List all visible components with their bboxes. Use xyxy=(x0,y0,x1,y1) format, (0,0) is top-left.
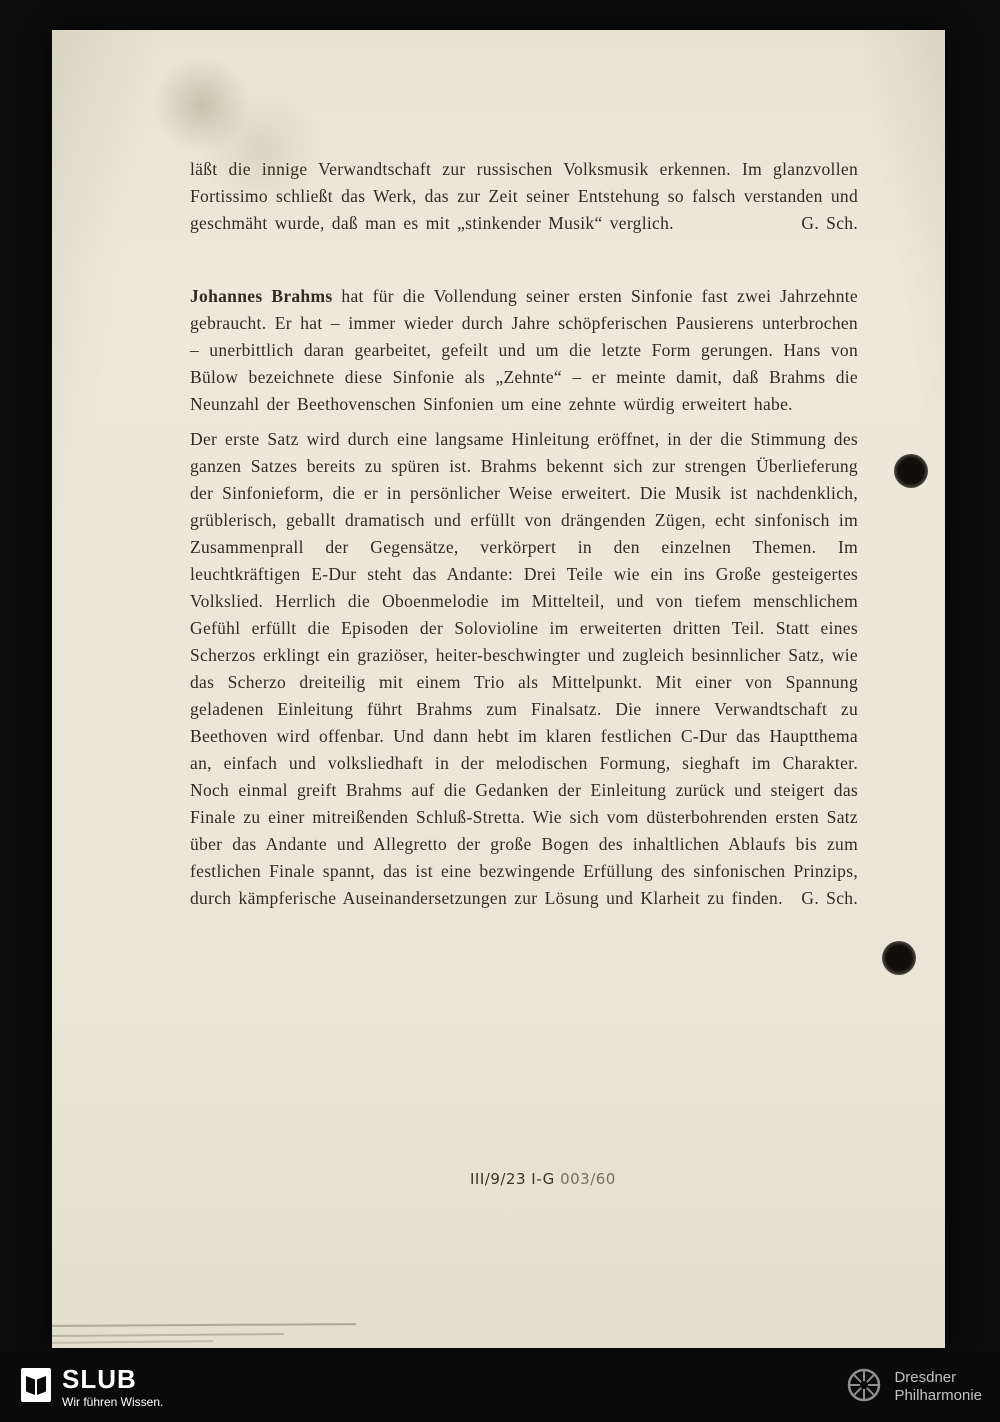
punch-hole xyxy=(894,454,928,488)
partner-name-line1: Dresdner xyxy=(894,1369,957,1386)
paragraph xyxy=(190,156,858,237)
slub-brand xyxy=(20,1363,164,1409)
archive-stamp-code: III/9/23 I-G xyxy=(470,1170,555,1188)
page-stack-edge xyxy=(52,1323,356,1327)
slub-logo-icon xyxy=(20,1366,52,1409)
partner-name-line2: Philharmonie xyxy=(894,1387,982,1404)
paragraph-text: hat für die Vollendung seiner ersten Sinfonie fast zwei Jahrzehnte gebraucht. Er hat – immer wieder durch Jahre schöpferischen Pausierens unterbrochen – unerbittlich daran gearbeitet, gefeilt und um die letzte Form gerungen. Hans von Bülow bezeichnete diese Sinfonie als „Zehnte“ – er meinte damit, daß Brahms die Neunzahl der Beethovenschen Sinfonien um eine zehnte würdig erweitert habe. xyxy=(190,286,858,414)
archive-stamp-number: 003/60 xyxy=(560,1170,616,1188)
bold-lead: Johannes Brahms xyxy=(190,286,333,306)
page-stack-edge xyxy=(52,1333,284,1337)
paragraph xyxy=(190,426,858,912)
viewer-footer-bar xyxy=(0,1352,1000,1422)
page-stack-edge xyxy=(52,1340,213,1344)
archive-stamp xyxy=(470,1170,616,1188)
slub-tagline: Wir führen Wissen. xyxy=(62,1394,164,1409)
dresdner-philharmonie-logo-icon xyxy=(844,1365,884,1410)
dresdner-philharmonie-brand xyxy=(844,1365,982,1410)
slub-name: SLUB xyxy=(62,1363,137,1394)
signature: G. Sch. xyxy=(801,888,858,908)
paragraph-text: läßt die innige Verwandtschaft zur russischen Volksmusik erkennen. Im glanzvollen Fortissimo schließt das Werk, das zur Zeit seiner Entstehung so falsch verstanden und geschmäht wurde, daß man es mit „stinkender Musik“ verglich. xyxy=(190,159,858,233)
punch-hole xyxy=(882,941,916,975)
paragraph-text: Der erste Satz wird durch eine langsame Hinleitung eröffnet, in der die Stimmung des ganzen Satzes bereits zu spüren ist. Brahms bekennt sich zur strengen Überlieferung der Sinfonieform, die er in persönlicher Weise erweitert. Die Musik ist nachdenklich, grüblerisch, geballt dramatisch und erfüllt von drängenden Zügen, echt sinfonisch im Zusammenprall der Gegensätze, verkörpert in den einzelnen Themen. Im leuchtkräftigen E-Dur steht das Andante: Drei Teile wie ein ins Große gesteigertes Volkslied. Herrlich die Oboenmelodie im Mittelteil, und von tiefem menschlichem Gefühl erfüllt die Episoden der Solovioline im erweiterten dritten Teil. Statt eines Scherzos erklingt ein graziöser, heiter-beschwingter und zugleich besinnlicher Satz, wie das Scherzo dreiteilig mit einem Trio als Mittelpunkt. Mit einer von Spannung geladenen Einleitung führt Brahms zum Finalsatz. Die innere Verwandtschaft zu Beethoven wird offenbar. Und dann hebt im klaren festlichen C-Dur das Hauptthema an, einfach und volksliedhaft in der melodischen Formung, sieghaft im Charakter. Noch einmal greift Brahms auf die Gedanken der Einleitung zurück und steigert das Finale zu einer mitreißenden Schluß-Stretta. Wie sich vom düsterbohrenden ersten Satz über das Andante und Allegretto der große Bogen des inhaltlichen Ablaufs bis zum festlichen Finale spannt, das ist eine bezwingende Erfüllung des sinfonischen Prinzips, durch kämpferische Auseinandersetzungen zur Lösung und Klarheit zu finden. xyxy=(190,429,858,908)
signature: G. Sch. xyxy=(801,213,858,233)
text-block xyxy=(190,156,858,912)
paragraph xyxy=(190,283,858,418)
scanned-page xyxy=(52,30,945,1348)
